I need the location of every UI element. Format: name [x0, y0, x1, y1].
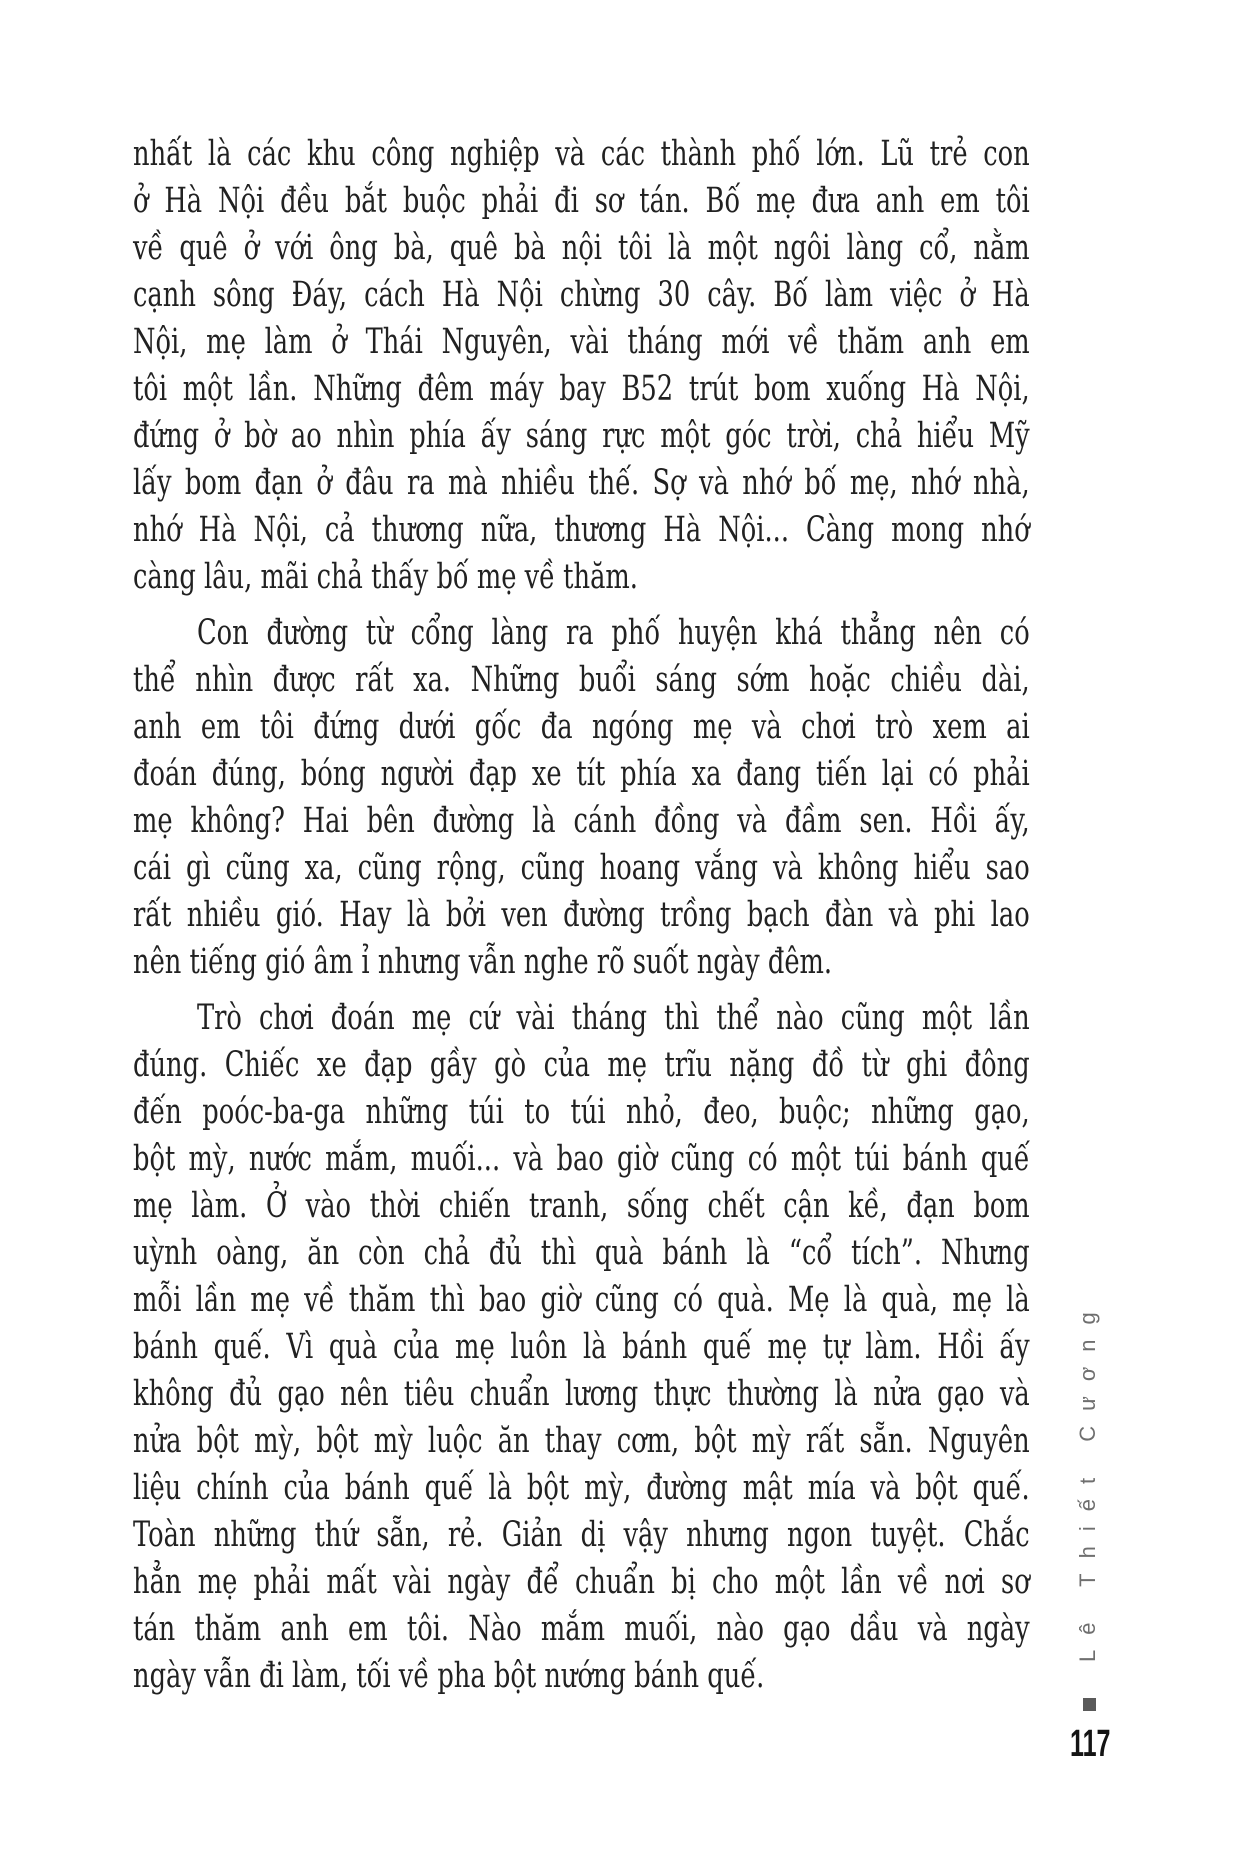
text-line: đoán đúng, bóng người đạp xe tít phía xa đang tiến lại có phải [133, 754, 1030, 794]
text-line: ngày vẫn đi làm, tối về pha bột nướng bánh quế. [133, 1656, 765, 1696]
text-line: ở Hà Nội đều bắt buộc phải đi sơ tán. Bố mẹ đưa anh em tôi [133, 181, 1030, 221]
text-line: tán thăm anh em tôi. Nào mắm muối, nào gạo dầu và ngày [133, 1609, 1030, 1649]
text-line: bánh quế. Vì quà của mẹ luôn là bánh quế mẹ tự làm. Hồi ấy [133, 1327, 1030, 1367]
text-line: anh em tôi đứng dưới gốc đa ngóng mẹ và chơi trò xem ai [133, 707, 1030, 747]
text-line: không đủ gạo nên tiêu chuẩn lương thực thường là nửa gạo và [133, 1374, 1030, 1414]
text-line: cạnh sông Đáy, cách Hà Nội chừng 30 cây. Bố làm việc ở Hà [133, 275, 1030, 315]
text-line: thể nhìn được rất xa. Những buổi sáng sớm hoặc chiều dài, [133, 660, 1030, 700]
page-number: 117 [1070, 1723, 1111, 1765]
text-line: bột mỳ, nước mắm, muối... và bao giờ cũng có một túi bánh quế [133, 1139, 1030, 1179]
text-line: Nội, mẹ làm ở Thái Nguyên, vài tháng mới về thăm anh em [133, 322, 1030, 362]
text-line: hẳn mẹ phải mất vài ngày để chuẩn bị cho một lần về nơi sơ [133, 1562, 1030, 1602]
text-line: Toàn những thứ sẵn, rẻ. Giản dị vậy nhưng ngon tuyệt. Chắc [133, 1515, 1030, 1555]
author-name-vertical: Lê Thiết Cương [1075, 1297, 1100, 1662]
text-line: lấy bom đạn ở đâu ra mà nhiều thế. Sợ và nhớ bố mẹ, nhớ nhà, [133, 463, 1030, 503]
text-line: nhất là các khu công nghiệp và các thành phố lớn. Lũ trẻ con [133, 134, 1030, 174]
text-line: càng lâu, mãi chả thấy bố mẹ về thăm. [133, 557, 638, 597]
text-line: cái gì cũng xa, cũng rộng, cũng hoang vắng và không hiểu sao [133, 848, 1030, 888]
text-line: uỳnh oàng, ăn còn chả đủ thì quà bánh là “cổ tích”. Nhưng [133, 1233, 1030, 1273]
text-line: về quê ở với ông bà, quê bà nội tôi là một ngôi làng cổ, nằm [133, 228, 1030, 268]
paragraph [133, 131, 1030, 601]
text-line: liệu chính của bánh quế là bột mỳ, đường mật mía và bột quế. [133, 1468, 1030, 1508]
text-line: Trò chơi đoán mẹ cứ vài tháng thì thể nào cũng một lần [196, 998, 1030, 1038]
text-line: mẹ làm. Ở vào thời chiến tranh, sống chết cận kề, đạn bom [133, 1186, 1030, 1226]
text-line: đúng. Chiếc xe đạp gầy gò của mẹ trĩu nặng đồ từ ghi đông [133, 1045, 1030, 1085]
text-line: mẹ không? Hai bên đường là cánh đồng và đầm sen. Hồi ấy, [133, 801, 1030, 841]
text-line: đến poóc-ba-ga những túi to túi nhỏ, đeo, buộc; những gạo, [133, 1092, 1030, 1132]
text-line: nửa bột mỳ, bột mỳ luộc ăn thay cơm, bột mỳ rất sẵn. Nguyên [133, 1421, 1030, 1461]
paragraph [133, 995, 1030, 1700]
text-line: nên tiếng gió âm ỉ nhưng vẫn nghe rõ suốt ngày đêm. [133, 942, 833, 982]
text-line: Con đường từ cổng làng ra phố huyện khá thẳng nên có [196, 613, 1030, 653]
text-line: nhớ Hà Nội, cả thương nữa, thương Hà Nội... Càng mong nhớ [133, 510, 1030, 550]
text-line: đứng ở bờ ao nhìn phía ấy sáng rực một góc trời, chả hiểu Mỹ [133, 416, 1030, 456]
paragraph [133, 610, 1030, 986]
text-line: tôi một lần. Những đêm máy bay B52 trút bom xuống Hà Nội, [133, 369, 1030, 409]
text-line: mỗi lần mẹ về thăm thì bao giờ cũng có quà. Mẹ là quà, mẹ là [133, 1280, 1030, 1320]
text-block [133, 131, 1030, 1700]
text-line: rất nhiều gió. Hay là bởi ven đường trồng bạch đàn và phi lao [133, 895, 1030, 935]
square-marker-icon [1083, 1698, 1096, 1711]
